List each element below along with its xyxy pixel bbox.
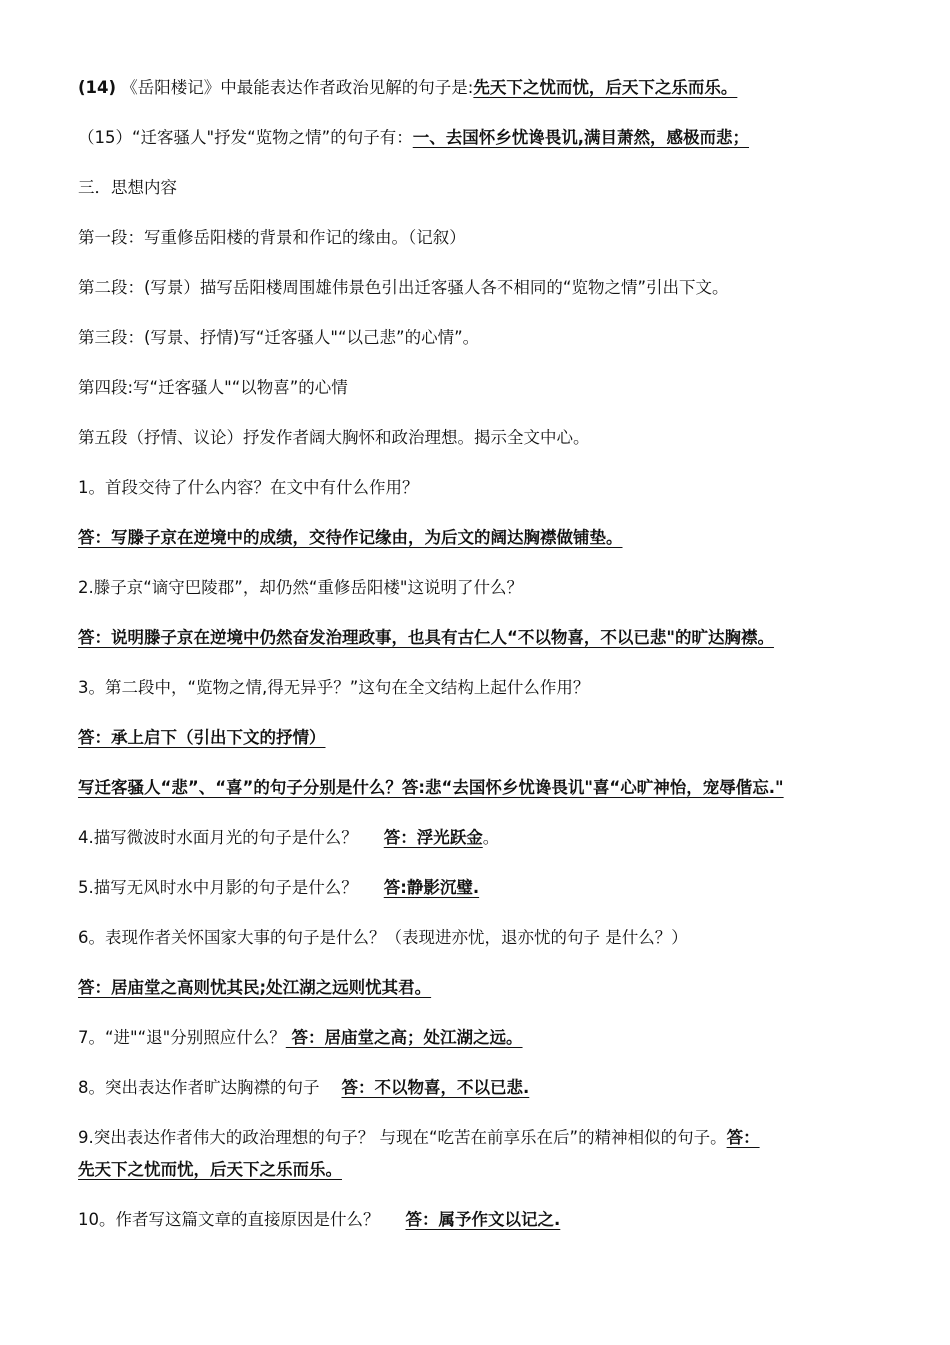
paragraph-5-summary: 第五段（抒情、议论）抒发作者阔大胸怀和政治理想。揭示全文中心。 [78, 428, 590, 447]
paragraph-3-summary: 第三段：(写景、抒情)写“迁客骚人"“以己悲”的心情”。 [78, 328, 480, 347]
answer-text: 写迁客骚人“悲”、“喜”的句子分别是什么？答:悲“去国怀乡忧谗畏讥"喜“心旷神怡，宠辱偕忘." [78, 778, 784, 797]
answer-text: 答：居庙堂之高；处江湖之远。 [285, 1028, 523, 1047]
answer-text: 答：写滕子京在逆境中的成绩，交待作记缘由，为后文的阔达胸襟做铺垫。 [78, 528, 623, 547]
answer-text: 答：浮光跃金 [383, 828, 483, 847]
answer-text: 先天下之忧而忧，后天下之乐而乐。 [473, 78, 738, 97]
item-14 [78, 76, 898, 100]
item-9 [78, 1126, 898, 1150]
item-8 [78, 1076, 898, 1100]
answer-text: 一、去国怀乡忧谗畏讥,满目萧然，感极而悲； [412, 128, 750, 147]
section-heading: 三．思想内容 [78, 178, 177, 197]
answer-text: 答：居庙堂之高则忧其民;处江湖之远则忧其君。 [78, 978, 432, 997]
paragraph-1-summary: 第一段：写重修岳阳楼的背景和作记的缘由。（记叙） [78, 228, 466, 247]
question-6: 6。表现作者关怀国家大事的句子是什么？（表现进亦忧，退亦忧的句子 是什么？） [78, 928, 688, 947]
answer-text: 先天下之忧而忧，后天下之乐而乐。 [78, 1160, 342, 1179]
item-10 [78, 1208, 898, 1232]
answer-text: 答：承上启下（引出下文的抒情） [78, 728, 326, 747]
question-text: （15）“迁客骚人"抒发“览物之情”的句子有： [78, 128, 413, 147]
question-text: 8。突出表达作者旷达胸襟的句子 [78, 1078, 320, 1097]
answer-text: 答：说明滕子京在逆境中仍然奋发治理政事，也具有古仁人“不以物喜，不以已悲"的旷达胸襟。 [78, 628, 774, 647]
answer-text: 答:静影沉璧. [383, 878, 480, 897]
answer-text: 答： [726, 1128, 760, 1147]
question-text: 7。“进"“退"分别照应什么？ [78, 1028, 286, 1047]
paragraph-4-summary: 第四段:写“迁客骚人"“以物喜”的心情 [78, 378, 348, 397]
question-2: 2.滕子京“谪守巴陵郡”，却仍然“重修岳阳楼"这说明了什么？ [78, 578, 523, 597]
item-4 [78, 826, 898, 850]
answer-text: 答：不以物喜，不以已悲. [341, 1078, 530, 1097]
question-1: 1。首段交待了什么内容？在文中有什么作用？ [78, 478, 419, 497]
answer-3 [78, 726, 898, 750]
answer-9 [78, 1158, 898, 1182]
answer-text: 答：属予作文以记之. [405, 1210, 561, 1229]
question-3: 3。第二段中，“览物之情,得无异乎？”这句在全文结构上起什么作用？ [78, 678, 590, 697]
question-answer-bei-xi [78, 776, 898, 800]
answer-1 [78, 526, 898, 550]
item-7 [78, 1026, 898, 1050]
answer-2 [78, 626, 898, 650]
item-5 [78, 876, 898, 900]
paragraph-2-summary: 第二段：(写景）描写岳阳楼周围雄伟景色引出迁客骚人各不相同的“览物之情”引出下文。 [78, 278, 729, 297]
answer-6 [78, 976, 898, 1000]
question-text: 5.描写无风时水中月影的句子是什么？ [78, 878, 358, 897]
question-text: 4.描写微波时水面月光的句子是什么？ [78, 828, 358, 847]
question-text: 10。作者写这篇文章的直接原因是什么？ [78, 1210, 380, 1229]
trailing-punct: 。 [482, 828, 500, 847]
question-text: 《岳阳楼记》中最能表达作者政治见解的句子是: [116, 78, 474, 97]
item-number: (14) [78, 78, 117, 97]
item-15 [78, 126, 898, 150]
question-text: 9.突出表达作者伟大的政治理想的句子？ 与现在“吃苦在前享乐在后”的精神相似的句子。 [78, 1128, 727, 1147]
